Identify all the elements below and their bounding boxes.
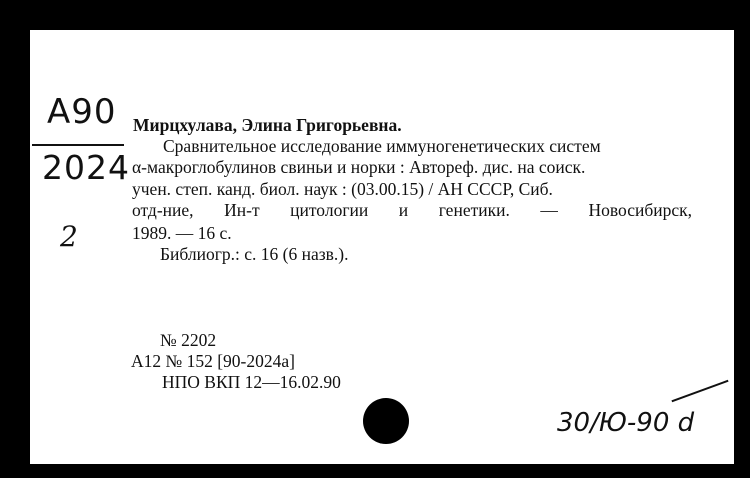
- entry-author: Мирцхулава, Элина Григорьевна.: [133, 115, 402, 135]
- copy-mark: 2: [60, 220, 78, 253]
- handwritten-note: 30/Ю-90 d: [557, 408, 695, 438]
- handwritten-stroke: [671, 380, 728, 402]
- shelf-mark-bottom: 2024: [42, 148, 130, 187]
- shelf-mark-divider: [32, 144, 124, 146]
- printer-mark: НПО ВКП 12—16.02.90: [162, 372, 341, 392]
- catalog-card: [30, 30, 734, 464]
- registration-number: А12 № 152 [90-2024а]: [131, 351, 295, 371]
- scan-border: [734, 0, 750, 478]
- entry-line-4-text: отд-ние, Ин-т цитологии и генетики. — Новосибирск,: [132, 200, 692, 220]
- entry-line-2: α-макроглобулинов свиньи и норки : Автореф. дис. на соиск.: [132, 157, 586, 177]
- punch-hole: [363, 398, 409, 444]
- entry-line-3: учен. степ. канд. биол. наук : (03.00.15) / АН СССР, Сиб.: [132, 179, 553, 199]
- entry-line-5: 1989. — 16 с.: [132, 223, 232, 243]
- accession-number: № 2202: [160, 330, 217, 350]
- entry-bibliography: Библиогр.: с. 16 (6 назв.).: [160, 244, 349, 264]
- entry-line-4: [132, 200, 692, 221]
- shelf-mark-top: A90: [47, 92, 117, 132]
- entry-line-1: Сравнительное исследование иммуногенетических систем: [163, 136, 601, 156]
